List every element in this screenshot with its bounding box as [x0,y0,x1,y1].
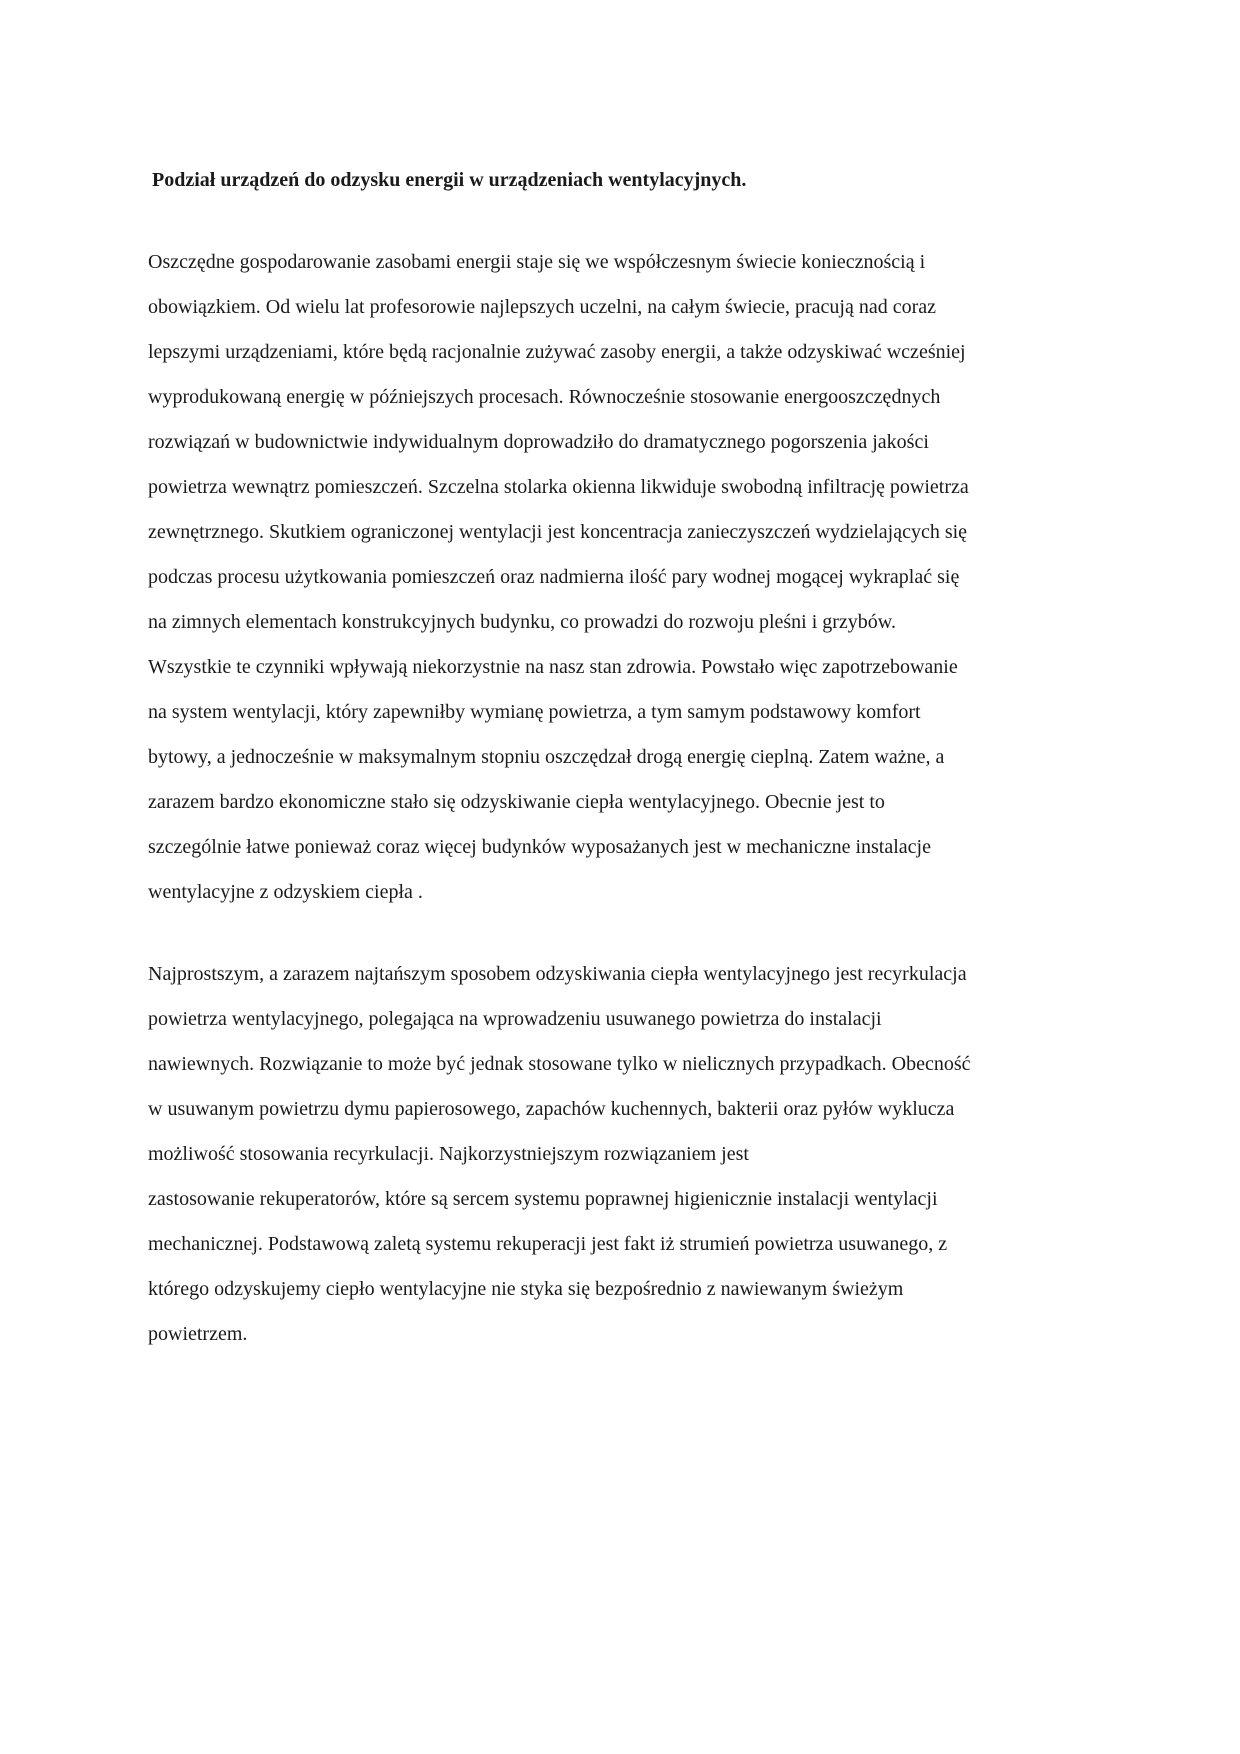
document-title: Podział urządzeń do odzysku energii w urządzeniach wentylacyjnych. [152,169,747,191]
paragraph-line: powietrzem. [148,1323,248,1345]
paragraph-line: wentylacyjne z odzyskiem ciepła . [148,881,423,903]
paragraph-line: bytowy, a jednocześnie w maksymalnym stopniu oszczędzał drogą energię cieplną. Zatem ważne, a [148,746,945,768]
paragraph-line: zarazem bardzo ekonomiczne stało się odzyskiwanie ciepła wentylacyjnego. Obecnie jest to [148,791,885,813]
paragraph-line: podczas procesu użytkowania pomieszczeń oraz nadmierna ilość pary wodnej mogącej wykraplać się [148,566,960,588]
paragraph-line: mechanicznej. Podstawową zaletą systemu rekuperacji jest fakt iż strumień powietrza usuwanego, z [148,1233,948,1255]
paragraph-line: Wszystkie te czynniki wpływają niekorzystnie na nasz stan zdrowia. Powstało więc zapotrzebowanie [148,656,958,678]
paragraph-line: obowiązkiem. Od wielu lat profesorowie najlepszych uczelni, na całym świecie, pracują nad coraz [148,296,937,318]
paragraph-line: zastosowanie rekuperatorów, które są sercem systemu poprawnej higienicznie instalacji wentylacji [148,1188,938,1210]
paragraph-line: Najprostszym, a zarazem najtańszym sposobem odzyskiwania ciepła wentylacyjnego jest recyrkulacja [148,963,967,985]
paragraph-line: zewnętrznego. Skutkiem ograniczonej wentylacji jest koncentracja zanieczyszczeń wydzielających się [148,521,968,543]
paragraph-line: Oszczędne gospodarowanie zasobami energii staje się we współczesnym świecie koniecznością i [148,251,926,273]
paragraph-line: na zimnych elementach konstrukcyjnych budynku, co prowadzi do rozwoju pleśni i grzybów. [148,611,896,633]
paragraph-line: lepszymi urządzeniami, które będą racjonalnie zużywać zasoby energii, a także odzyskiwać wcześniej [148,341,966,363]
paragraph-line: możliwość stosowania recyrkulacji. Najkorzystniejszym rozwiązaniem jest [148,1143,749,1165]
paragraph-line: nawiewnych. Rozwiązanie to może być jednak stosowane tylko w nielicznych przypadkach. Obecność [148,1053,971,1075]
paragraph-line: w usuwanym powietrzu dymu papierosowego, zapachów kuchennych, bakterii oraz pyłów wyklucza [148,1098,955,1120]
paragraph-line: powietrza wentylacyjnego, polegająca na wprowadzeniu usuwanego powietrza do instalacji [148,1008,882,1030]
paragraph-line: na system wentylacji, który zapewniłby wymianę powietrza, a tym samym podstawowy komfort [148,701,921,723]
paragraph-line: szczególnie łatwe ponieważ coraz więcej budynków wyposażanych jest w mechaniczne instalacje [148,836,931,858]
paragraph-line: powietrza wewnątrz pomieszczeń. Szczelna stolarka okienna likwiduje swobodną infiltrację powietrza [148,476,969,498]
paragraph-line: rozwiązań w budownictwie indywidualnym doprowadziło do dramatycznego pogorszenia jakości [148,431,929,453]
paragraph-line: wyprodukowaną energię w późniejszych procesach. Równocześnie stosowanie energooszczędnych [148,386,941,408]
paragraph-line: którego odzyskujemy ciepło wentylacyjne nie styka się bezpośrednio z nawiewanym świeżym [148,1278,904,1300]
